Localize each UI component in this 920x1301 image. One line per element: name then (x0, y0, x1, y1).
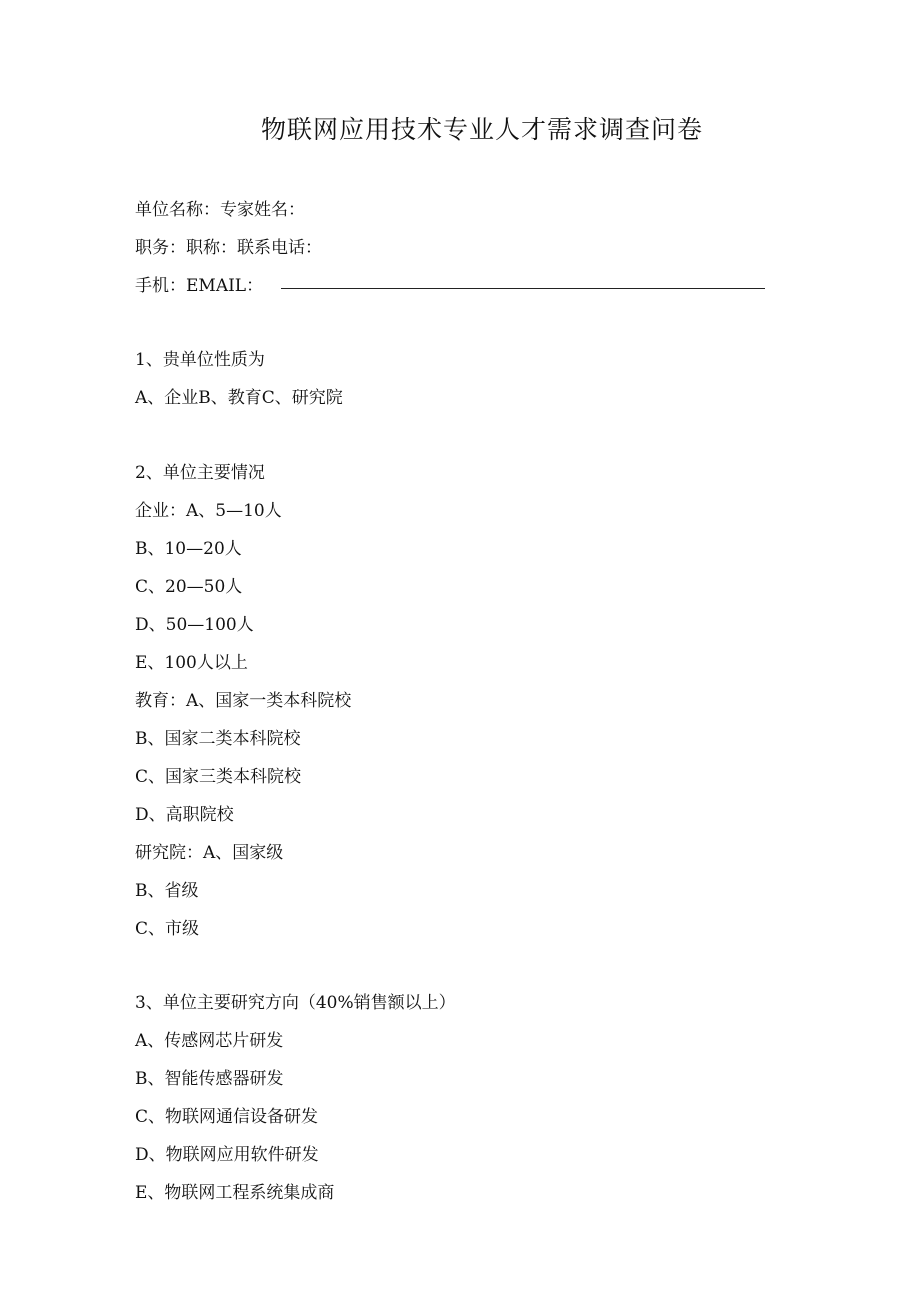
question-2-option: C、20—50人 (135, 577, 243, 597)
question-2-option: D、50—100人 (135, 615, 254, 635)
document-title: 物联网应用技术专业人才需求调查问卷 (260, 115, 703, 144)
question-2-option: E、100人以上 (135, 653, 248, 673)
question-2-option: C、市级 (135, 919, 200, 939)
question-2-option: B、国家二类本科院校 (135, 729, 301, 749)
question-2-option: B、10—20人 (135, 539, 242, 559)
question-2: 2、单位主要情况 (135, 463, 265, 483)
question-3-option: B、智能传感器研发 (135, 1069, 284, 1089)
question-2-option: 企业：A、5—10人 (135, 501, 282, 521)
email-underline (281, 288, 765, 289)
question-2-option: C、国家三类本科院校 (135, 767, 302, 787)
question-2-option: B、省级 (135, 881, 199, 901)
header-field-phone-email-label: 手机：EMAIL： (135, 276, 264, 296)
question-3-option: A、传感网芯片研发 (135, 1031, 284, 1051)
question-1-options: A、企业B、教育C、研究院 (135, 388, 343, 408)
question-3: 3、单位主要研究方向（40%销售额以上） (135, 993, 456, 1013)
question-2-option: D、高职院校 (135, 805, 234, 825)
question-1: 1、贵单位性质为 (135, 350, 265, 370)
question-3-option: E、物联网工程系统集成商 (135, 1183, 335, 1203)
header-field-phone-email (135, 274, 765, 298)
question-2-option: 研究院：A、国家级 (135, 843, 284, 863)
header-field-position: 职务：职称：联系电话： (135, 238, 322, 258)
header-field-unit-name: 单位名称：专家姓名： (135, 200, 305, 220)
question-3-option: D、物联网应用软件研发 (135, 1145, 319, 1165)
question-2-option: 教育：A、国家一类本科院校 (135, 691, 352, 711)
question-3-option: C、物联网通信设备研发 (135, 1107, 319, 1127)
